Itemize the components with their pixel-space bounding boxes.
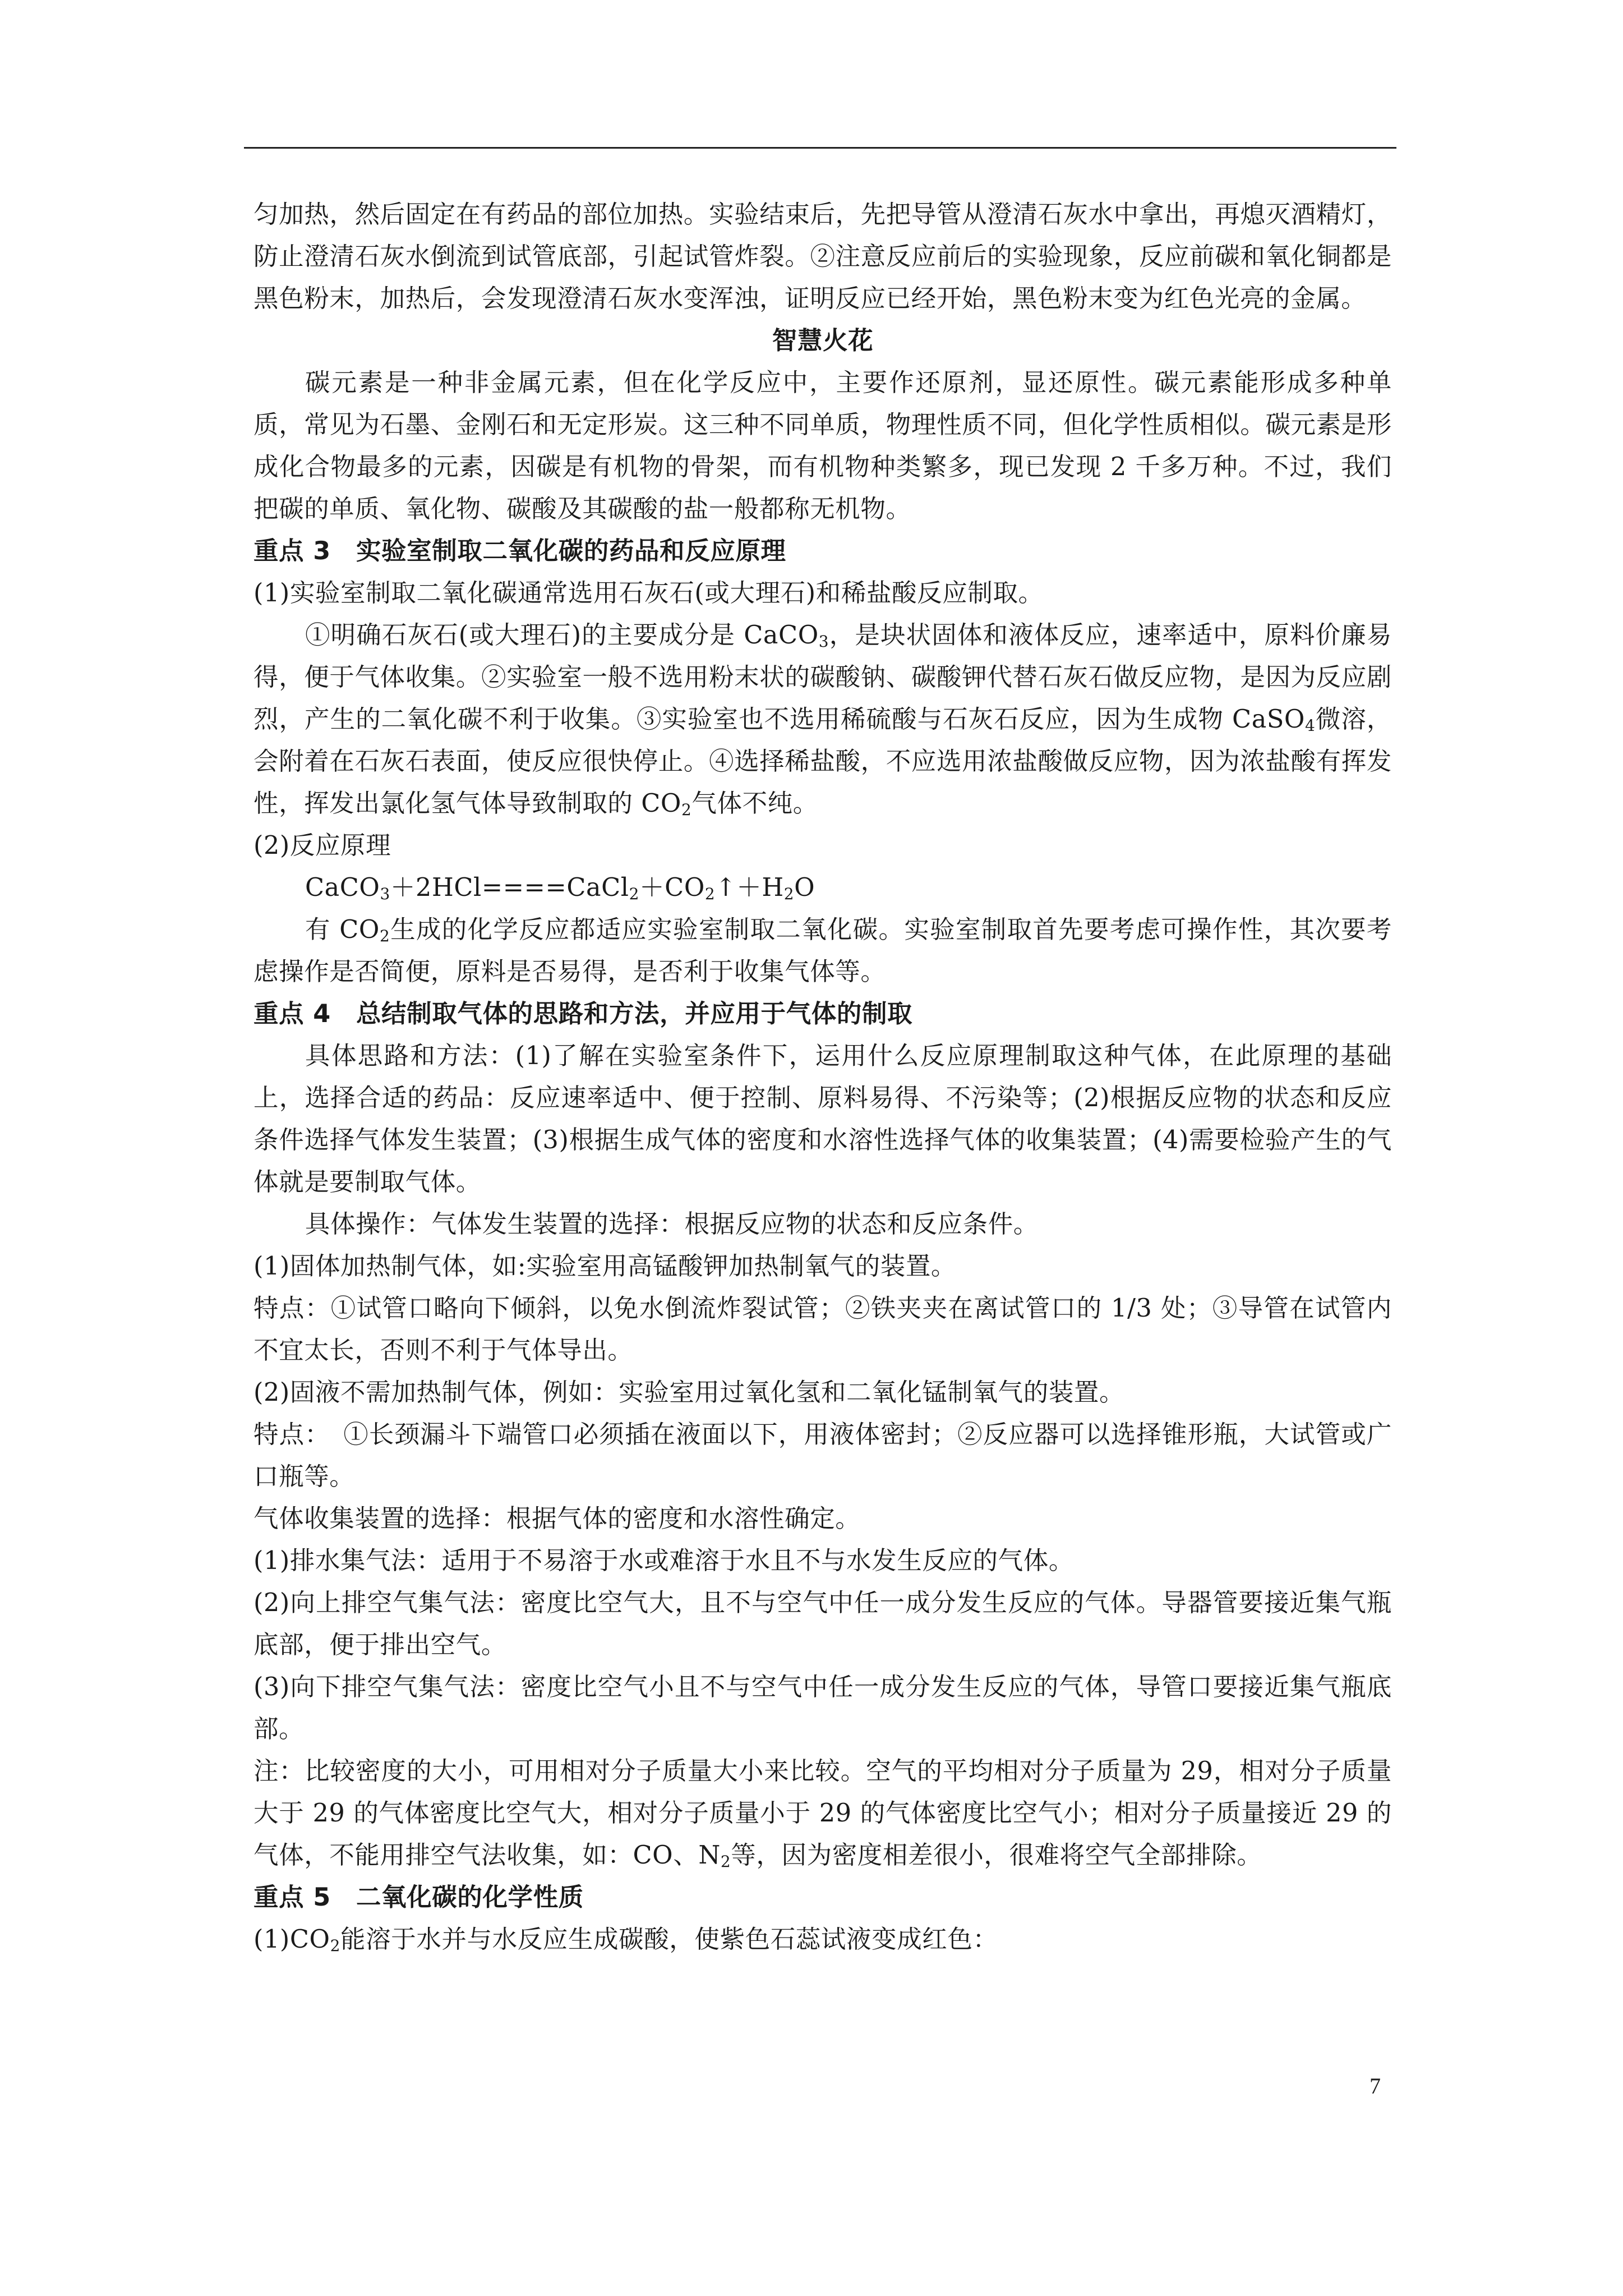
key3-heading: 重点 3 实验室制取二氧化碳的药品和反应原理 [253,537,786,565]
key3-paragraph1: ①明确石灰石(或大理石)的主要成分是 CaCO$_3$，是块状固体和液体反应，速率适中，原料价廉易得，便于气体收集。②实验室一般不选用粉末状的碳酸钠、碳酸钾代替石灰石做反应物，是因为反应剧烈，产生的二氧化碳不利于收集。③实验室也不选用稀硫酸与石灰石反应，因为生成物 CaSO$_4$微溶，会附着在石灰石表面，使反应很快停止。④选择稀盐酸，不应选用浓盐酸做反应物，因为浓盐酸有挥发性，挥发出氯化氢气体导致制取的 $CO_2$气体不纯。 [253,621,1393,819]
intro-paragraph: 匀加热，然后固定在有药品的部位加热。实验结束后，先把导管从澄清石灰水中拿出，再熄灭酒精灯，防止澄清石灰水倒流到试管底部，引起试管炸裂。②注意反应前后的实验现象，反应前碳和氧化铜都是黑色粉末，加热后，会发现澄清石灰水变浑浊，证明反应已经开始，黑色粉末变为红色光亮的金属。 [253,200,1392,313]
key5-line1: $(1)CO_2$能溶于水并与水反应生成碳酸，使紫色石蕊试液变成红色： [253,1925,998,1955]
key3-item2: (2)反应原理 [253,831,391,860]
wisdom-title: 智慧火花 [772,326,874,355]
key3-paragraph2: 有 $CO_2$生成的化学反应都适应实验室制取二氧化碳。实验室制取首先要考虑可操作性，其次要考虑操作是否简便，原料是否易得，是否利于收集气体等。 [253,915,1393,986]
key5-heading: 重点 5 二氧化碳的化学性质 [253,1883,584,1912]
wisdom-paragraph: 碳元素是一种非金属元素，但在化学反应中，主要作还原剂，显还原性。碳元素能形成多种单质，常见为石墨、金刚石和无定形炭。这三种不同单质，物理性质不同，但化学性质相似。碳元素是形成化合物最多的元素，因碳是有机物的骨架，而有机物种类繁多，现已发现 2 千多万种。不过，我们把碳的单质、氧化物、碳酸及其碳酸的盐一般都称无机物。 [253,369,1392,523]
key4-paragraph2: 具体操作：气体发生装置的选择：根据反应物的状态和反应条件。 [305,1210,1039,1239]
key3-item1: (1)实验室制取二氧化碳通常选用石灰石(或大理石)和稀盐酸反应制取。 [253,579,1044,608]
key4-line1: (1)固体加热制气体，如:实验室用高锰酸钾加热制氧气的装置。 [253,1252,957,1281]
key4-line5: 气体收集装置的选择：根据气体的密度和水溶性确定。 [253,1504,861,1533]
key4-line6: (1)排水集气法：适用于不易溶于水或难溶于水且不与水发生反应的气体。 [253,1547,1074,1575]
page-number: 7 [1370,2073,1381,2099]
key4-line2: 特点：①试管口略向下倾斜，以免水倒流炸裂试管；②铁夹夹在离试管口的 1/3 处；③导管在试管内不宜太长，否则不利于气体导出。 [253,1294,1392,1365]
document-body [253,194,1392,1961]
key4-line8: (3)向下排空气集气法：密度比空气小且不与空气中任一成分发生反应的气体，导管口要接近集气瓶底部。 [253,1673,1392,1743]
key4-paragraph1: 具体思路和方法：(1)了解在实验室条件下，运用什么反应原理制取这种气体，在此原理的基础上，选择合适的药品：反应速率适中、便于控制、原料易得、不污染等；(2)根据反应物的状态和反应条件选择气体发生装置；(3)根据生成气体的密度和水溶性选择气体的收集装置；(4)需要检验产生的气体就是要制取气体。 [253,1042,1392,1197]
header-rule [244,147,1396,149]
key4-heading: 重点 4 总结制取气体的思路和方法，并应用于气体的制取 [253,1000,913,1028]
key4-line4: 特点： ①长颈漏斗下端管口必须插在液面以下，用液体密封；②反应器可以选择锥形瓶，大试管或广口瓶等。 [253,1420,1392,1491]
reaction-equation: $CaCO_3+2HCl====CaCl_2+CO_2↑+H_2O$ [305,873,815,903]
key4-note: 注：比较密度的大小，可用相对分子质量大小来比较。空气的平均相对分子质量为 29，相对分子质量大于 29 的气体密度比空气大，相对分子质量小于 29 的气体密度比空气小；相对分子质量接近 29 的气体，不能用排空气法收集，如：CO、$N_2$等，因为密度相差很小，很难将空气全部排除。 [253,1757,1392,1871]
key4-line7: (2)向上排空气集气法：密度比空气大，且不与空气中任一成分发生反应的气体。导器管要接近集气瓶底部，便于排出空气。 [253,1589,1392,1659]
key4-line3: (2)固液不需加热制气体，例如：实验室用过氧化氢和二氧化锰制氧气的装置。 [253,1378,1125,1407]
